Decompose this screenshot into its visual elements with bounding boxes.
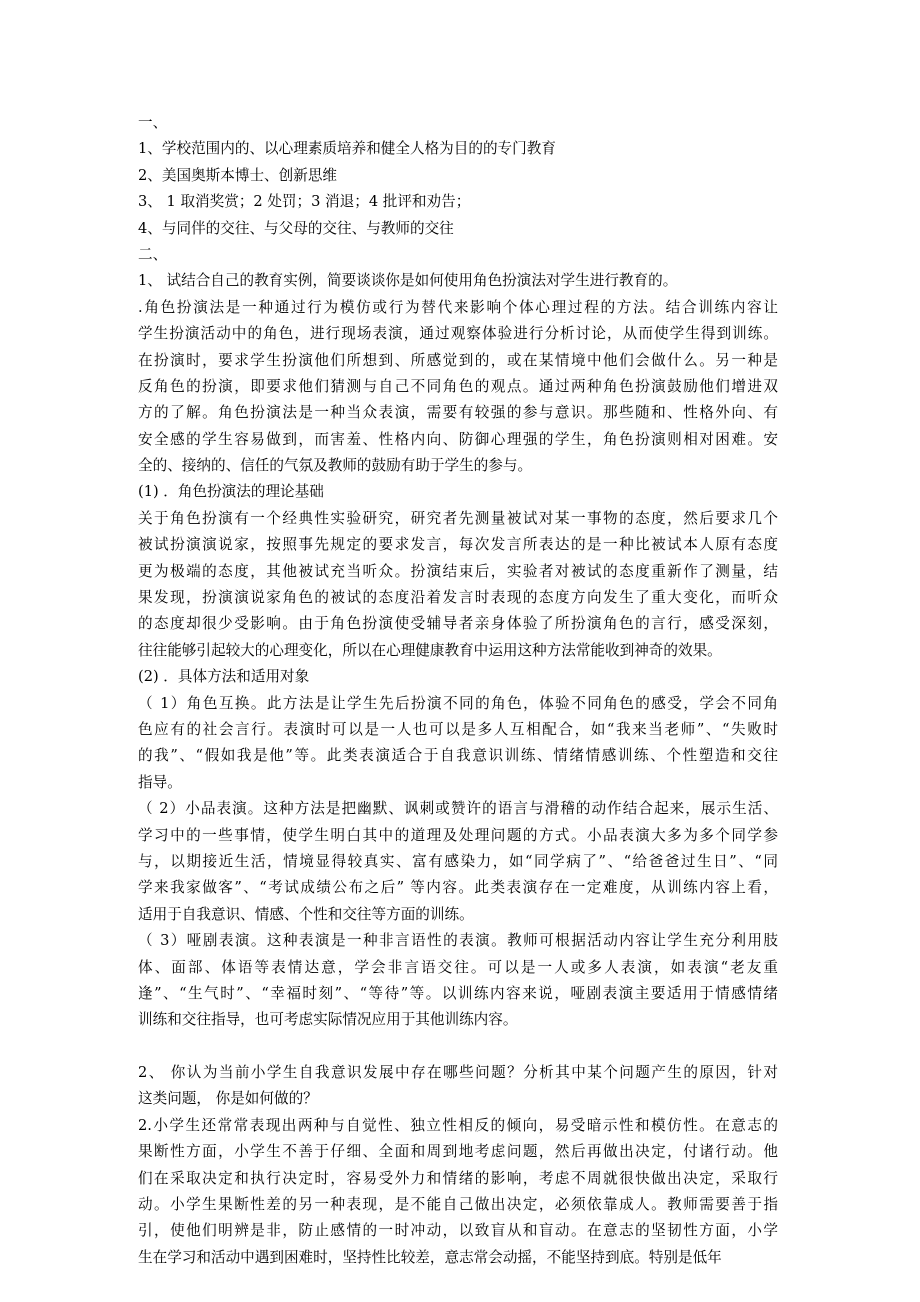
doc-paragraph — [138, 691, 778, 797]
text-line: 关于角色扮演有一个经典性实验研究，研究者先测量被试对某一事物的态度，然后要求几个 — [138, 509, 778, 527]
doc-blank — [138, 1034, 778, 1060]
text-line: 更为极端的态度，其他被试充当听众。扮演结束后，实验者对被试的态度重新作了测量，结 — [138, 562, 778, 580]
text-line: 反角色的扮演，即要求他们猜测与自己不同角色的观点。通过两种角色扮演鼓励他们增进双 — [138, 377, 778, 395]
text-line: 1、学校范围内的、以心理素质培养和健全人格为目的的专门教育 — [138, 140, 556, 158]
text-line: 一、 — [138, 114, 168, 131]
doc-question — [138, 268, 778, 294]
text-line: 与，以期接近生活，情境显得较真实、富有感染力，如“同学病了”、“给爸爸过生日”、“同 — [138, 852, 778, 870]
text-line: 果断性方面，小学生不善于仔细、全面和周到地考虑问题，然后再做出决定，付诸行动。他 — [138, 1143, 778, 1161]
text-line: 学生扮演活动中的角色，进行现场表演，通过观察体验进行分析讨论，从而使学生得到训练。 — [138, 325, 778, 343]
text-line: 3、 1 取消奖赏；2 处罚；3 消退；4 批评和劝告； — [138, 193, 471, 211]
text-line: 生在学习和活动中遇到困难时，坚持性比较差，意志常会动摇，不能坚持到底。特别是低年 — [138, 1248, 722, 1266]
text-line: 2.小学生还常常表现出两种与自觉性、独立性相反的倾向，易受暗示性和模仿性。在意志的 — [138, 1116, 778, 1134]
text-line: （ 1）角色互换。此方法是让学生先后扮演不同的角色，体验不同角色的感受，学会不同角 — [138, 694, 778, 712]
text-line: 学习中的一些事情，使学生明白其中的道理及处理问题的方式。小品表演大多为多个同学参 — [138, 826, 778, 844]
text-line: .角色扮演法是一种通过行为模仿或行为替代来影响个体心理过程的方法。结合训练内容让 — [138, 298, 778, 316]
text-line: 1、 试结合自己的教育实例，简要谈谈你是如何使用角色扮演法对学生进行教育的。 — [138, 272, 678, 290]
text-line: 们在采取决定和执行决定时，容易受外力和情绪的影响，考虑不周就很快做出决定，采取行 — [138, 1169, 778, 1187]
text-line: 学来我家做客”、“考试成绩公布之后” 等内容。此类表演存在一定难度，从训练内容上看， — [138, 879, 778, 897]
text-line: 动。小学生果断性差的另一种表现，是不能自己做出决定，必须依靠成人。教师需要善于指 — [138, 1196, 778, 1214]
doc-subheading — [138, 479, 778, 505]
doc-question — [138, 1060, 778, 1113]
text-line: 在扮演时，要求学生扮演他们所想到、所感觉到的，或在某情境中他们会做什么。另一种是 — [138, 351, 778, 369]
text-line: 适用于自我意识、情感、个性和交往等方面的训练。 — [138, 905, 474, 923]
text-line: 的态度却很少受影响。由于角色扮演使受辅导者亲身体验了所扮演角色的言行，感受深刻， — [138, 615, 778, 633]
text-line: （ 3）哑剧表演。这种表演是一种非言语性的表演。教师可根据活动内容让学生充分利用肢 — [138, 932, 778, 950]
doc-item — [138, 136, 778, 162]
doc-subheading — [138, 664, 778, 690]
doc-paragraph — [138, 1113, 778, 1271]
text-line: 安全感的学生容易做到，而害羞、性格内向、防御心理强的学生，角色扮演则相对困难。安 — [138, 430, 778, 448]
text-line: (2) ．具体方法和适用对象 — [138, 668, 310, 686]
text-line: 的我”、“假如我是他”等。此类表演适合于自我意识训练、情绪情感训练、个性塑造和交往 — [138, 747, 778, 765]
text-line: 往往能够引起较大的心理变化，所以在心理健康教育中运用这种方法常能收到神奇的效果。 — [138, 641, 722, 659]
text-line: 这类问题， 你是如何做的？ — [138, 1090, 318, 1108]
text-line: 2、 你认为当前小学生自我意识发展中存在哪些问题？分析其中某个问题产生的原因，针对 — [138, 1064, 778, 1082]
doc-paragraph — [138, 506, 778, 664]
text-line: 二、 — [138, 245, 168, 263]
doc-paragraph — [138, 295, 778, 480]
text-line: （ 2）小品表演。这种方法是把幽默、讽刺或赞许的语言与滑稽的动作结合起来，展示生活、 — [138, 800, 778, 818]
text-line: 2、美国奥斯本博士、创新思维 — [138, 166, 338, 184]
doc-heading — [138, 242, 778, 268]
text-line: 体、面部、体语等表情达意，学会非言语交往。可以是一人或多人表演，如表演“老友重 — [138, 958, 778, 976]
text-line: 全的、接纳的、信任的气氛及教师的鼓励有助于学生的参与。 — [138, 457, 533, 475]
text-line: 被试扮演演说家，按照事先规定的要求发言，每次发言所表达的是一种比被试本人原有态度 — [138, 536, 778, 554]
text-line: (1) ．角色扮演法的理论基础 — [138, 483, 324, 501]
doc-item — [138, 163, 778, 189]
text-line: 果发现，扮演演说家角色的被试的态度沿着发言时表现的态度方向发生了重大变化，而听众 — [138, 589, 778, 607]
doc-heading — [138, 110, 778, 136]
text-line: 方的了解。角色扮演法是一种当众表演，需要有较强的参与意识。那些随和、性格外向、有 — [138, 404, 778, 422]
doc-paragraph — [138, 796, 778, 928]
doc-paragraph — [138, 928, 778, 1034]
text-line: 色应有的社会言行。表演时可以是一人也可以是多人互相配合，如“我来当老师”、“失败时 — [138, 720, 778, 738]
text-line: 指导。 — [138, 773, 182, 791]
doc-item — [138, 189, 778, 215]
text-line: 引，使他们明辨是非，防止感情的一时冲动，以致盲从和盲动。在意志的坚韧性方面，小学 — [138, 1222, 778, 1240]
text-line: 逢”、“生气时”、“幸福时刻”、“等待”等。以训练内容来说，哑剧表演主要适用于情感情绪 — [138, 984, 778, 1002]
doc-item — [138, 216, 778, 242]
document-page — [138, 110, 778, 1271]
text-line: 4、与同伴的交往、与父母的交往、与教师的交往 — [138, 219, 454, 237]
text-line: 训练和交往指导，也可考虑实际情况应用于其他训练内容。 — [138, 1011, 518, 1029]
